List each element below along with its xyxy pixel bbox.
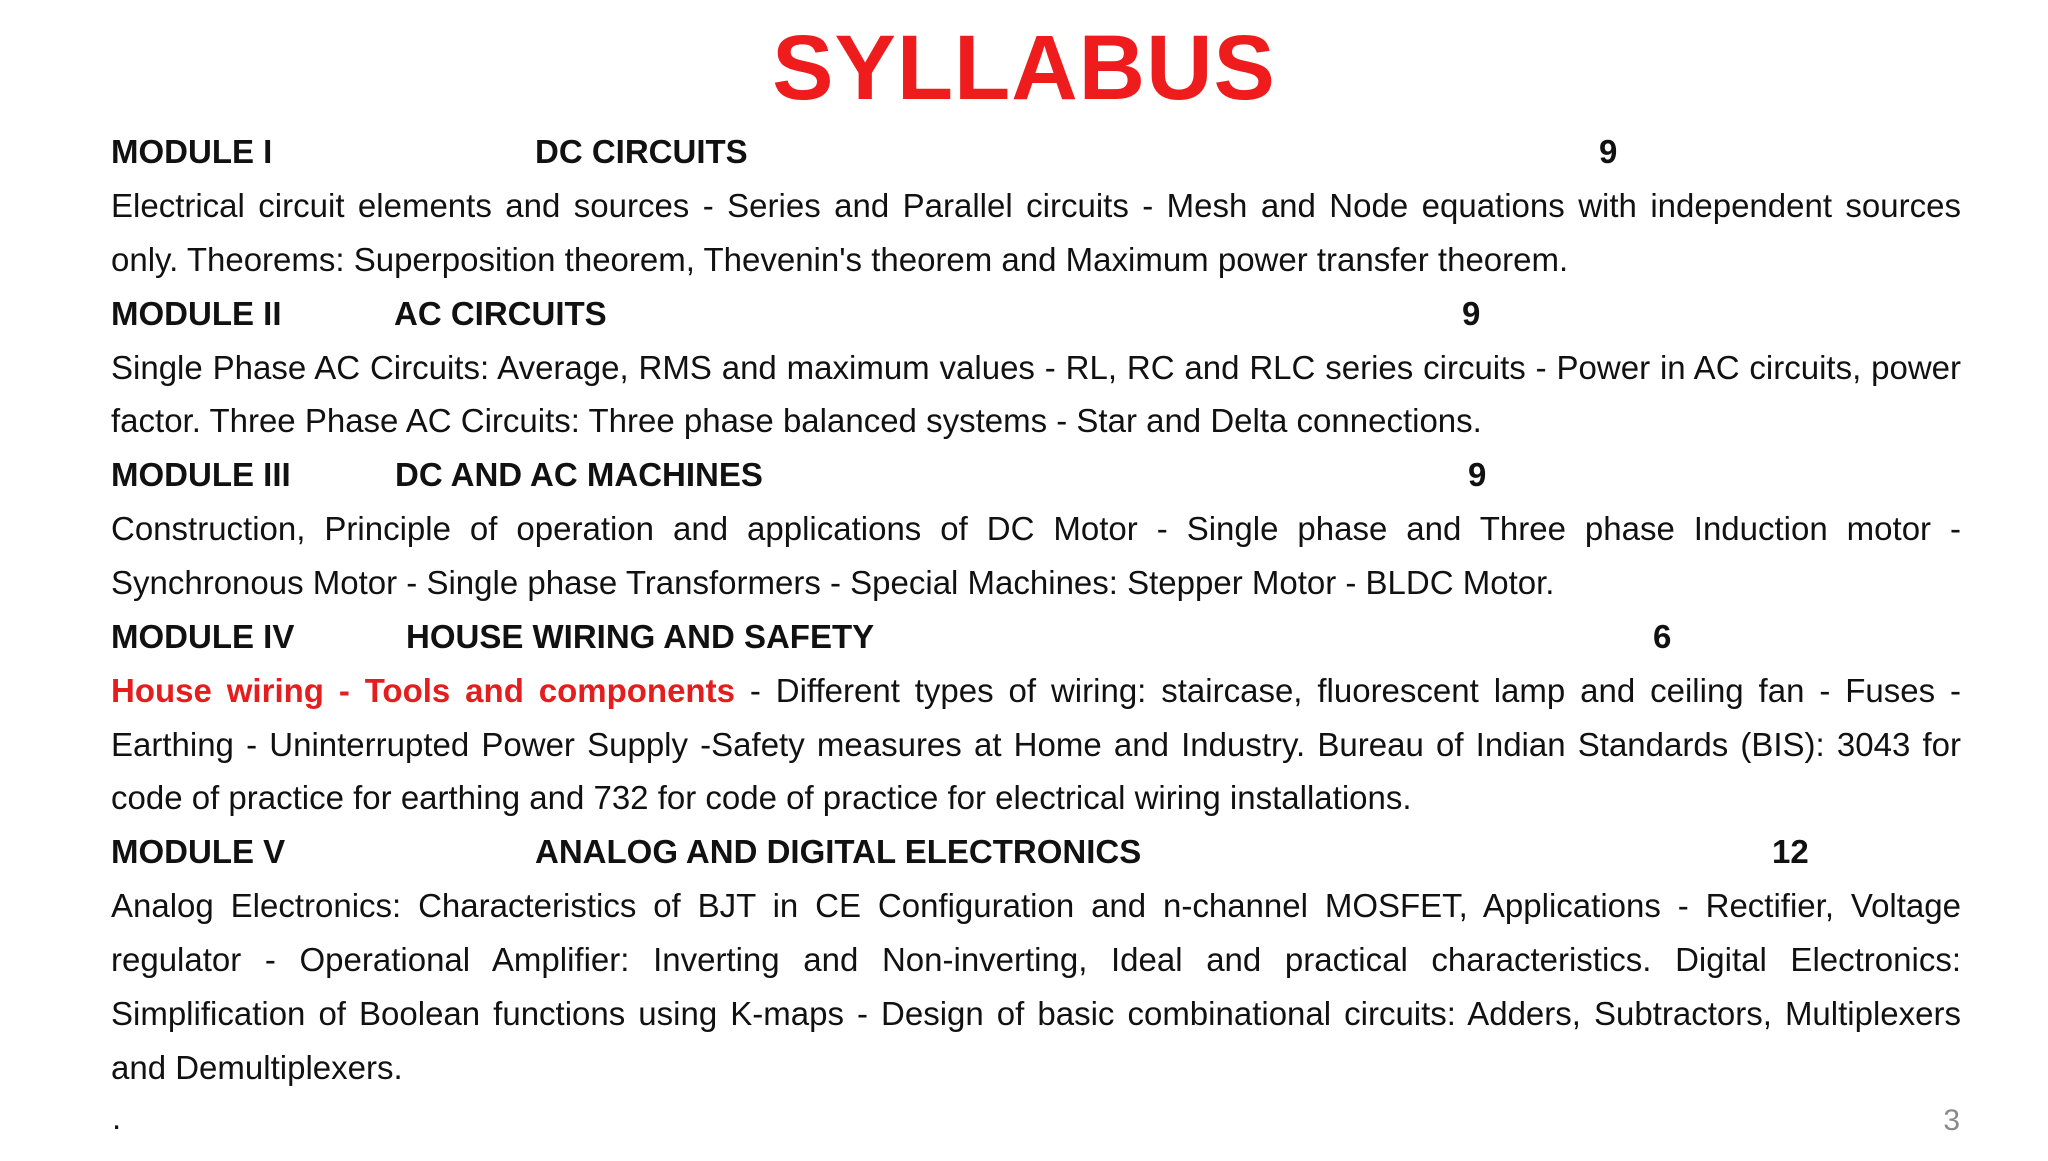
module-hours: 9 bbox=[1468, 456, 1487, 494]
module-name: DC AND AC MACHINES bbox=[395, 456, 763, 494]
module-3-description: Construction, Principle of operation and applications of DC Motor - Single phase and Three phase Induction motor - Synchronous Motor - Single phase Transformers - Special Machines: Stepper Motor - BLDC Motor. bbox=[111, 510, 1961, 601]
module-name: AC CIRCUITS bbox=[394, 294, 607, 332]
module-4-description bbox=[111, 664, 1961, 825]
module-number: MODULE I bbox=[111, 133, 273, 170]
module-4-header bbox=[111, 610, 1961, 664]
module-1-header bbox=[111, 125, 1961, 179]
module-name: ANALOG AND DIGITAL ELECTRONICS bbox=[535, 833, 1142, 871]
syllabus-content bbox=[111, 125, 1961, 1094]
module-1-description: Electrical circuit elements and sources - Series and Parallel circuits - Mesh and Node equations with independent sources only. Theorems: Superposition theorem, Thevenin's theorem and Maximum power transfer theorem. bbox=[111, 187, 1961, 278]
module-hours: 12 bbox=[1772, 833, 1809, 871]
module-3-header bbox=[111, 448, 1961, 502]
module-number: MODULE V bbox=[111, 833, 286, 871]
module-2-description: Single Phase AC Circuits: Average, RMS and maximum values - RL, RC and RLC series circuits - Power in AC circuits, power factor. Three Phase AC Circuits: Three phase balanced systems - Star and Delta connections. bbox=[111, 348, 1961, 440]
page-title: SYLLABUS bbox=[772, 17, 1276, 119]
module-number: MODULE IV bbox=[111, 617, 295, 655]
page-number: 3 bbox=[1943, 1104, 1960, 1137]
module-number: MODULE III bbox=[111, 456, 291, 494]
module-2-header bbox=[111, 287, 1961, 341]
module-4-description-text: - Different types of wiring: staircase, fluorescent lamp and ceiling fan - Fuses - Earthing - Uninterrupted Power Supply -Safety measures at Home and Industry. Bureau of Indian Standards (BIS): 3043 for code of practice for earthing and 732 for code of practice for electrical wiring installations. bbox=[111, 671, 1961, 817]
module-5-description: Analog Electronics: Characteristics of BJT in CE Configuration and n-channel MOSFET, Applications - Rectifier, Voltage regulator - Operational Amplifier: Inverting and Non-inverting, Ideal and practical characteristics. Digital Electronics: Simplification of Boolean functions using K-maps - Design of basic combinational circuits: Adders, Subtractors, Multiplexers and Demultiplexers. bbox=[111, 887, 1961, 1086]
module-number: MODULE II bbox=[111, 294, 282, 332]
module-hours: 6 bbox=[1653, 617, 1672, 655]
module-name: DC CIRCUITS bbox=[535, 133, 748, 170]
stray-dot: . bbox=[112, 1099, 122, 1136]
module-hours: 9 bbox=[1599, 133, 1618, 170]
module-name: HOUSE WIRING AND SAFETY bbox=[406, 617, 875, 655]
module-hours: 9 bbox=[1462, 294, 1481, 332]
highlighted-topic: House wiring - Tools and components bbox=[111, 671, 735, 709]
module-5-header bbox=[111, 825, 1961, 879]
